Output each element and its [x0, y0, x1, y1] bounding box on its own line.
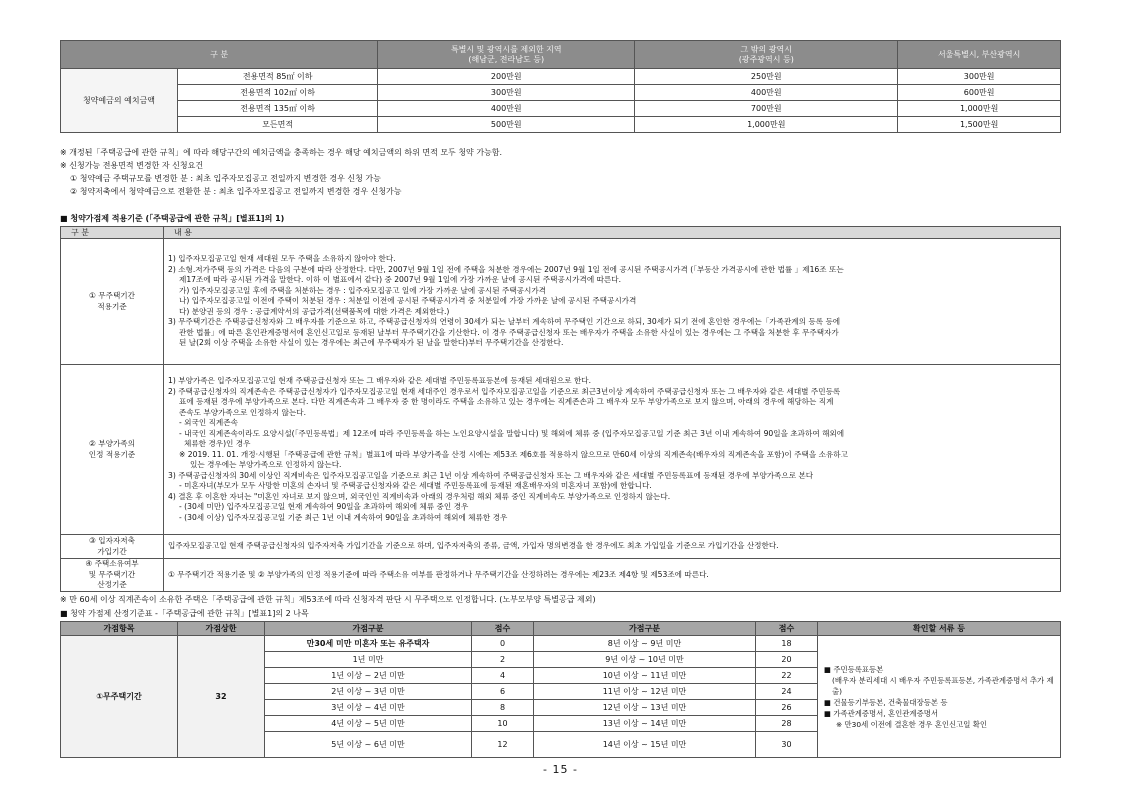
- score-table: [60, 621, 1061, 758]
- area-cell: 전용면적 85㎡ 이하: [178, 69, 378, 85]
- score-value: 2: [472, 652, 534, 668]
- score-range: 3년 이상 ~ 4년 미만: [265, 700, 472, 716]
- header-category: 구 분: [61, 227, 164, 239]
- content-line: - 미혼자녀(부모가 모두 사망한 미혼의 손자녀 및 주택공급신청자와 같은 세대별 주민등록표에 등재된 재혼배우자의 미혼자녀 포함)에 한합니다.: [179, 481, 652, 490]
- content-line: 1) 입주자모집공고일 현재 세대원 모두 주택을 소유하지 않아야 한다.: [168, 254, 396, 264]
- row-content: [164, 365, 1061, 535]
- row-label: 청약예금의 예치금액: [61, 69, 178, 133]
- value-cell: 250만원: [635, 69, 898, 85]
- required-documents: [818, 636, 1061, 758]
- score-range: 8년 이상 ~ 9년 미만: [534, 636, 756, 652]
- header-cell: 점수: [756, 622, 818, 636]
- content-line: 다) 분양권 등의 경우 : 공급계약서의 공급가격(선택품목에 대한 가격은 제외한다.): [179, 306, 450, 316]
- table-row: [61, 69, 1061, 85]
- header-col2-line2: (광주광역시 등): [738, 54, 794, 64]
- notes-block: [60, 146, 1061, 198]
- score-value: 30: [756, 732, 818, 758]
- row-label-line: ③ 입자자저축: [89, 536, 135, 545]
- content-line: 표에 등재된 경우에 부양가족으로 본다. 다만 직계존속과 그 배우자 중 한 명이라도 주택을 소유하고 있는 경우에는 직계존손과 그 배우자 모두 부양가족으로 보지 않으며, 아래의 경우에 해당하는 직계: [179, 397, 834, 406]
- content-line: 3) 무주택기간은 주택공급신청자와 그 배우자를 기준으로 하고, 주택공급신청자의 연령이 30세가 되는 날부터 계속하여 무주택인 기간으로 하되, 30세가 되기 전에 혼인한 경우에는「가족관계의 등록 등에: [168, 317, 841, 327]
- doc-line: ■ 가족관계증명서, 혼인관계증명서: [824, 708, 938, 718]
- score-range: 4년 이상 ~ 5년 미만: [265, 716, 472, 732]
- content-line: - (30세 미만) 입주자모집공고일 현재 계속하여 90일을 초과하여 해외에 체류 중인 경우: [179, 502, 469, 511]
- content-line: 있는 경우에는 부양가족으로 인정하지 않는다.: [190, 460, 342, 469]
- content-line: 4) 결혼 후 이혼한 자녀는 "미혼인 자녀로 보지 않으며, 외국인인 직계비속과 아래의 경우처럼 해외 체류 중인 직계비속도 부양가족으로 인정하지 않는다.: [168, 491, 671, 501]
- score-range: 11년 이상 ~ 12년 미만: [534, 684, 756, 700]
- content-line: 존속도 부양가족으로 인정하지 않는다.: [179, 407, 307, 417]
- score-value: 6: [472, 684, 534, 700]
- content-line: 제17조에 따라 공시된 가격을 말한다. 이하 이 별표에서 같다) 중 2007년 9월 1일에 가장 가까운 날에 공시된 주택공시가격에 따른다.: [179, 275, 621, 285]
- score-range-text: 만30세 미만 미혼자 또는 유주택자: [306, 638, 430, 648]
- value-cell: 400만원: [378, 101, 635, 117]
- score-value: 4: [472, 668, 534, 684]
- content-line: - 내국인 직계존속이라도 요양시설(「주민등록법」제 12조에 따라 주민등록을 하는 노인요양시설을 말합니다) 및 해외에 체류 중 (입주자모집공고일 기준 최근 3년 이내 계속하여 90일을 초과하여 해외에: [179, 428, 845, 438]
- table-row: [61, 85, 1061, 101]
- content-line: - (30세 이상) 입주자모집공고일 기준 최근 1년 이내 계속하여 90일을 초과하여 해외에 체류한 경우: [179, 512, 508, 522]
- section-title: ■ 청약 가점제 산정기준표 -「주택공급에 관한 규칙」[별표1]의 2 나목: [60, 609, 309, 618]
- content-line: 가) 입주자모집공고일 후에 주택을 처분하는 경우 : 입주자모집공고 일에 가장 가까운 날에 공시된 주택공시가격: [179, 285, 546, 295]
- table-row: [61, 535, 1061, 559]
- table-row: [61, 117, 1061, 133]
- score-value: 28: [756, 716, 818, 732]
- row-label: [61, 365, 164, 535]
- area-cell: 모든면적: [178, 117, 378, 133]
- score-range: 2년 이상 ~ 3년 미만: [265, 684, 472, 700]
- value-cell: 700만원: [635, 101, 898, 117]
- row-label: [61, 559, 164, 592]
- content-line: 1) 부양가족은 입주자모집공고일 현재 주택공급신청자 또는 그 배우자와 같은 세대별 주민등록표등본에 등재된 세대원으로 한다.: [168, 376, 592, 385]
- row-label-line: 산정기준: [97, 580, 127, 589]
- score-range: 12년 이상 ~ 13년 미만: [534, 700, 756, 716]
- value-cell: 300만원: [378, 85, 635, 101]
- score-range: 10년 이상 ~ 11년 미만: [534, 668, 756, 684]
- doc-line: ■ 건물등기부등본, 건축물대장등본 등: [824, 697, 948, 707]
- score-range: [265, 636, 472, 652]
- row-label: [61, 535, 164, 559]
- header-col2: [635, 41, 898, 69]
- table-header-row: [61, 227, 1061, 239]
- score-value: 22: [756, 668, 818, 684]
- doc-line: ※ 만30세 이전에 결혼한 경우 혼인신고일 확인: [836, 719, 988, 729]
- table-row: [61, 559, 1061, 592]
- row-content: ① 무주택기간 적용기준 및 ② 부양가족의 인정 적용기준에 따라 주택소유 여부를 판정하거나 무주택기간을 산정하려는 경우에는 제23조 제4항 및 제53조에 따른다.: [164, 559, 1061, 592]
- header-cell: 가점항목: [61, 622, 178, 636]
- score-range: 5년 이상 ~ 6년 미만: [265, 732, 472, 758]
- score-value: 10: [472, 716, 534, 732]
- value-cell: 1,000만원: [635, 117, 898, 133]
- header-cell: 가점구분: [534, 622, 756, 636]
- doc-line: ■ 주민등록표등본: [824, 664, 884, 674]
- page-number: - 15 -: [543, 763, 578, 776]
- row-label-line: 가입기간: [97, 546, 127, 556]
- row-label-line: ① 무주택기간: [89, 291, 135, 300]
- table-header-row: [61, 622, 1061, 636]
- row-label-line: 적용기준: [97, 301, 127, 311]
- area-cell: 전용면적 135㎡ 이하: [178, 101, 378, 117]
- header-cell: 확인할 서류 등: [818, 622, 1061, 636]
- row-label-line: 인정 적용기준: [88, 449, 136, 459]
- score-value: 24: [756, 684, 818, 700]
- deposit-amount-table: [60, 40, 1061, 133]
- score-value: 20: [756, 652, 818, 668]
- score-value: 0: [472, 636, 534, 652]
- header-col3: 서울특별시, 부산광역시: [898, 41, 1061, 69]
- table-header-row: [61, 41, 1061, 69]
- row-label-line: 및 무주택기간: [88, 569, 136, 579]
- note-line: ① 청약예금 주택규모를 변경한 분 : 최초 입주자모집공고 전일까지 변경한 경우 신청 가능: [70, 174, 381, 183]
- value-cell: 400만원: [635, 85, 898, 101]
- score-range: 1년 미만: [265, 652, 472, 668]
- content-line: 된 날(2회 이상 주택을 소유한 사실이 있는 경우에는 최근에 무주택자가 된 날을 말한다)부터 무주택기간을 산정한다.: [179, 338, 564, 348]
- content-line: 2) 소형.저가주택 등의 가격은 다음의 구분에 따라 산정한다. 다만, 2007년 9월 1일 전에 주택을 처분한 경우에는 2007년 9월 1일 전에 공시된 주택공시가격 (「부동산 가격공시에 관한 법률 」제16조 또는: [168, 264, 844, 274]
- criteria-table: [60, 226, 1061, 592]
- score-value: 12: [472, 732, 534, 758]
- value-cell: 300만원: [898, 69, 1061, 85]
- item-label: ①무주택기간: [61, 636, 178, 758]
- score-range: 14년 이상 ~ 15년 미만: [534, 732, 756, 758]
- score-range: 13년 이상 ~ 14년 미만: [534, 716, 756, 732]
- row-label-line: ② 부양가족의: [89, 439, 135, 448]
- header-category: 구 분: [61, 41, 378, 69]
- value-cell: 1,500만원: [898, 117, 1061, 133]
- content-line: 관한 법률」에 따른 혼인관계증명서에 혼인신고일로 등재된 날부터 무주택기간을 기산한다. 이 경우 주택공급신청자 또는 배우자가 주택을 소유한 사실이 있는 경우에는 그 주택을 처분한 후 무주택자가: [179, 327, 839, 337]
- note-line: ※ 개정된「주택공급에 관한 규칙」에 따라 해당구간의 예치금액을 충족하는 경우 해당 예치금액의 하위 면적 모두 청약 가능함.: [60, 148, 503, 157]
- content-line: 3) 주택공급신청자의 30세 이상인 직계비속은 입주자모집공고일을 기준으로 최근 1년 이상 계속하여 주택공급신청자 또는 그 배우자와 같은 세대별 주민등록표에 등재된 경우에 부양가족으로 본다: [168, 470, 814, 480]
- note-line: ※ 신청가능 전용면적 변경한 자 신청요건: [60, 161, 204, 170]
- value-cell: 1,000만원: [898, 101, 1061, 117]
- value-cell: 600만원: [898, 85, 1061, 101]
- value-cell: 500만원: [378, 117, 635, 133]
- score-value: 18: [756, 636, 818, 652]
- note-line: ② 청약저축에서 청약예금으로 전환한 분 : 최초 입주자모집공고 전일까지 변경한 경우 신청가능: [70, 187, 402, 196]
- score-range: 1년 이상 ~ 2년 미만: [265, 668, 472, 684]
- header-col2-line1: 그 밖의 광역시: [740, 44, 792, 54]
- note-line: ※ 만 60세 이상 직계존속이 소유한 주택은「주택공급에 관한 규칙」제53조에 따라 신청자격 판단 시 무주택으로 인정합니다. (노부모부양 특별공급 제외): [60, 595, 596, 604]
- row-content: [164, 239, 1061, 365]
- table-row: [61, 101, 1061, 117]
- value-cell: 200만원: [378, 69, 635, 85]
- section-title: ■ 청약가점제 적용기준 (「주택공급에 관한 규칙」[별표1]의 1): [60, 214, 285, 223]
- score-value: 8: [472, 700, 534, 716]
- doc-line: (배우자 분리세대 시 배우자 주민등록표등본, 가족관계증명서 추가 제출): [832, 675, 1054, 696]
- row-content: 입주자모집공고일 현재 주택공급신청자의 입주자저축 가입기간을 기준으로 하며, 입주자저축의 종류, 금액, 가입자 명의변경을 한 경우에도 최초 가입일을 기준으로 가입기간을 산정한다.: [164, 535, 1061, 559]
- max-score: 32: [178, 636, 265, 758]
- header-col1-line1: 특별시 및 광역시를 제외한 지역: [450, 44, 562, 54]
- content-line: 체류한 경우)인 경우: [184, 439, 251, 448]
- content-line: 2) 주택공급신청자의 직계존속은 주택공급신청자가 입주자모집공고일 현재 세대주인 경우로서 입주자모집공고일을 기준으로 최근3년이상 계속하여 주택공급신청자 또는 그 배우자와 같은 세대별 주민등록: [168, 386, 841, 396]
- table-row: [61, 636, 1061, 652]
- header-cell: 가점상한: [178, 622, 265, 636]
- score-value: 26: [756, 700, 818, 716]
- row-label-line: ④ 주택소유여부: [85, 559, 139, 568]
- content-line: 나) 입주자모집공고일 이전에 주택이 처분된 경우 : 처분일 이전에 공시된 주택공시가격 중 처분일에 가장 가까운 날에 공시된 주택공시가격: [179, 296, 637, 306]
- table-row: [61, 239, 1061, 365]
- score-range: 9년 이상 ~ 10년 미만: [534, 652, 756, 668]
- header-col1: [378, 41, 635, 69]
- content-line: - 외국인 직계존속: [179, 418, 238, 427]
- header-content: 내 용: [164, 227, 1061, 239]
- header-cell: 가점구분: [265, 622, 472, 636]
- header-cell: 점수: [472, 622, 534, 636]
- content-line: ※ 2019. 11. 01. 개정·시행된「주택공급에 관한 규칙」별표1에 따라 부양가족을 산정 시에는 제53조 제6호를 적용하지 않으므로 만60세 이상의 직계존속(배우자의 직계존속을 포함)이 주택을 소유하고: [179, 449, 848, 459]
- row-label: [61, 239, 164, 365]
- area-cell: 전용면적 102㎡ 이하: [178, 85, 378, 101]
- table-row: [61, 365, 1061, 535]
- header-col1-line2: (해남군, 전라남도 등): [468, 54, 545, 64]
